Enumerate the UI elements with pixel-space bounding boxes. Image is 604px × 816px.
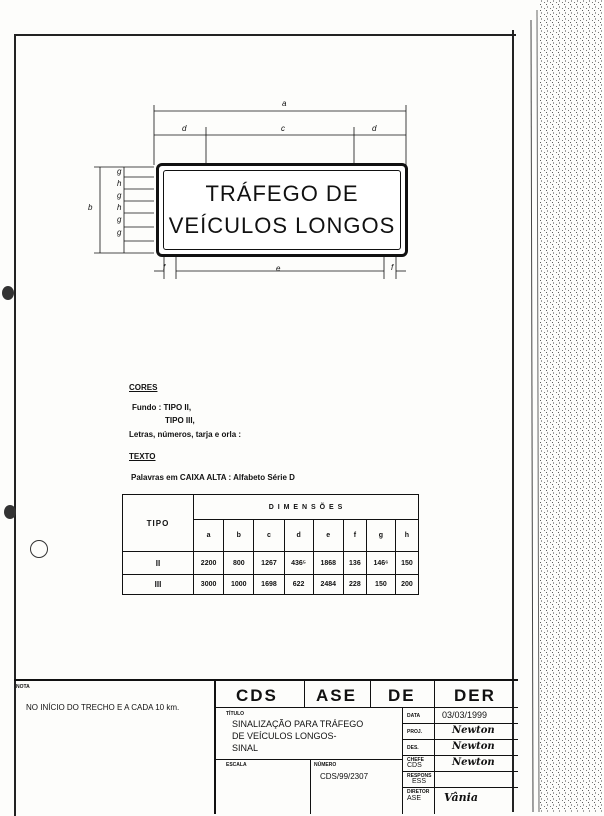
dim-label-c: c (281, 124, 285, 133)
dim-label-f-left: f (163, 263, 166, 272)
des-signature: Newton (452, 741, 495, 752)
dim-label-f-right: f (391, 263, 394, 272)
title-block (14, 679, 518, 814)
table-col-header: f (343, 520, 366, 552)
scan-edge-noise (525, 0, 604, 812)
table-cell: 3000 (194, 575, 224, 595)
escala-label: ESCALA (226, 762, 247, 768)
table-cell: 2200 (194, 552, 224, 575)
table-cell: 150 (366, 575, 395, 595)
cores-letras: Letras, números, tarja e orla : (129, 430, 242, 439)
table-cell: 1000 (224, 575, 254, 595)
data-label: DATA (407, 713, 421, 719)
table-cell: 136 (343, 552, 366, 575)
titulo-label: TÍTULO (226, 711, 245, 717)
dim-label-g: g (117, 167, 122, 176)
sign-line-1: TRÁFEGO DE (205, 181, 359, 206)
table-cell: 2484 (313, 575, 343, 595)
table-row (123, 575, 419, 595)
diretor-label: DIRETOR (407, 789, 430, 795)
punch-hole (2, 286, 14, 300)
table-row (123, 552, 419, 575)
punch-hole (30, 540, 48, 558)
cores-fundo: Fundo : TIPO II, (132, 403, 192, 412)
table-cell-tipo: III (123, 575, 194, 595)
table-cell-tipo: II (123, 552, 194, 575)
nota-label: NOTA (16, 684, 30, 690)
table-col-header: e (313, 520, 343, 552)
header-der: DER (454, 686, 496, 705)
data-value: 03/03/1999 (442, 710, 488, 720)
des-label: DES. (407, 745, 419, 751)
cores-heading: CORES (129, 383, 158, 392)
header-ase: ASE (316, 686, 357, 705)
titulo-line: DE VEÍCULOS LONGOS- (232, 731, 337, 741)
table-tipo-header: TIPO (123, 495, 194, 552)
dim-label-h: h (117, 179, 122, 188)
texto-line: Palavras em CAIXA ALTA : Alfabeto Série D (131, 473, 295, 482)
nota-text: NO INÍCIO DO TRECHO E A CADA 10 km. (26, 703, 180, 712)
table-col-header: a (194, 520, 224, 552)
table-dim-header: D I M E N S Õ E S (194, 495, 419, 520)
punch-hole (4, 505, 16, 519)
dim-label-g: g (117, 228, 122, 237)
table-cell: 436⁵ (284, 552, 313, 575)
table-cell: 622 (284, 575, 313, 595)
table-col-header: h (395, 520, 418, 552)
table-cell: 200 (395, 575, 418, 595)
diretor-signature: Vânia (444, 791, 478, 804)
table-cell: 1267 (254, 552, 284, 575)
table-cell: 146⁶ (366, 552, 395, 575)
dim-label-g: g (117, 191, 122, 200)
proj-label: PROJ. (407, 729, 423, 735)
dim-label-d-right: d (372, 124, 377, 133)
table-col-header: c (254, 520, 284, 552)
sign-line-2: VEÍCULOS LONGOS (168, 213, 396, 238)
header-cds: CDS (236, 686, 278, 705)
table-cell: 150 (395, 552, 418, 575)
table-col-header: b (224, 520, 254, 552)
dim-label-a: a (282, 99, 287, 108)
cores-tipo3: TIPO III, (165, 416, 195, 425)
titulo-text (232, 718, 363, 754)
table-cell: 800 (224, 552, 254, 575)
dim-label-d-left: d (182, 124, 187, 133)
chefe-signature: Newton (452, 757, 495, 768)
table-col-header: d (284, 520, 313, 552)
dim-label-e: e (276, 264, 281, 273)
table-cell: 1868 (313, 552, 343, 575)
dimensions-table (122, 494, 419, 595)
table-cell: 228 (343, 575, 366, 595)
table-cell: 1698 (254, 575, 284, 595)
dim-label-g: g (117, 215, 122, 224)
chefe-org: CDS (407, 762, 422, 769)
respons-label: RESPONS (407, 773, 432, 779)
respons-value: ESS (412, 778, 427, 785)
proj-signature: Newton (452, 725, 495, 736)
sign-panel (156, 163, 408, 257)
texto-heading: TEXTO (129, 452, 156, 461)
table-col-header: g (366, 520, 395, 552)
titulo-line: SINAL (232, 743, 259, 753)
chefe-label: CHEFE (407, 757, 424, 763)
numero-label: NÚMERO (314, 762, 337, 768)
dim-label-b: b (88, 203, 93, 212)
dim-label-h: h (117, 203, 122, 212)
diretor-org: ASE (407, 795, 422, 802)
header-de: DE (388, 686, 416, 705)
titulo-line: SINALIZAÇÃO PARA TRÁFEGO (232, 719, 364, 729)
numero-value: CDS/99/2307 (320, 772, 369, 781)
